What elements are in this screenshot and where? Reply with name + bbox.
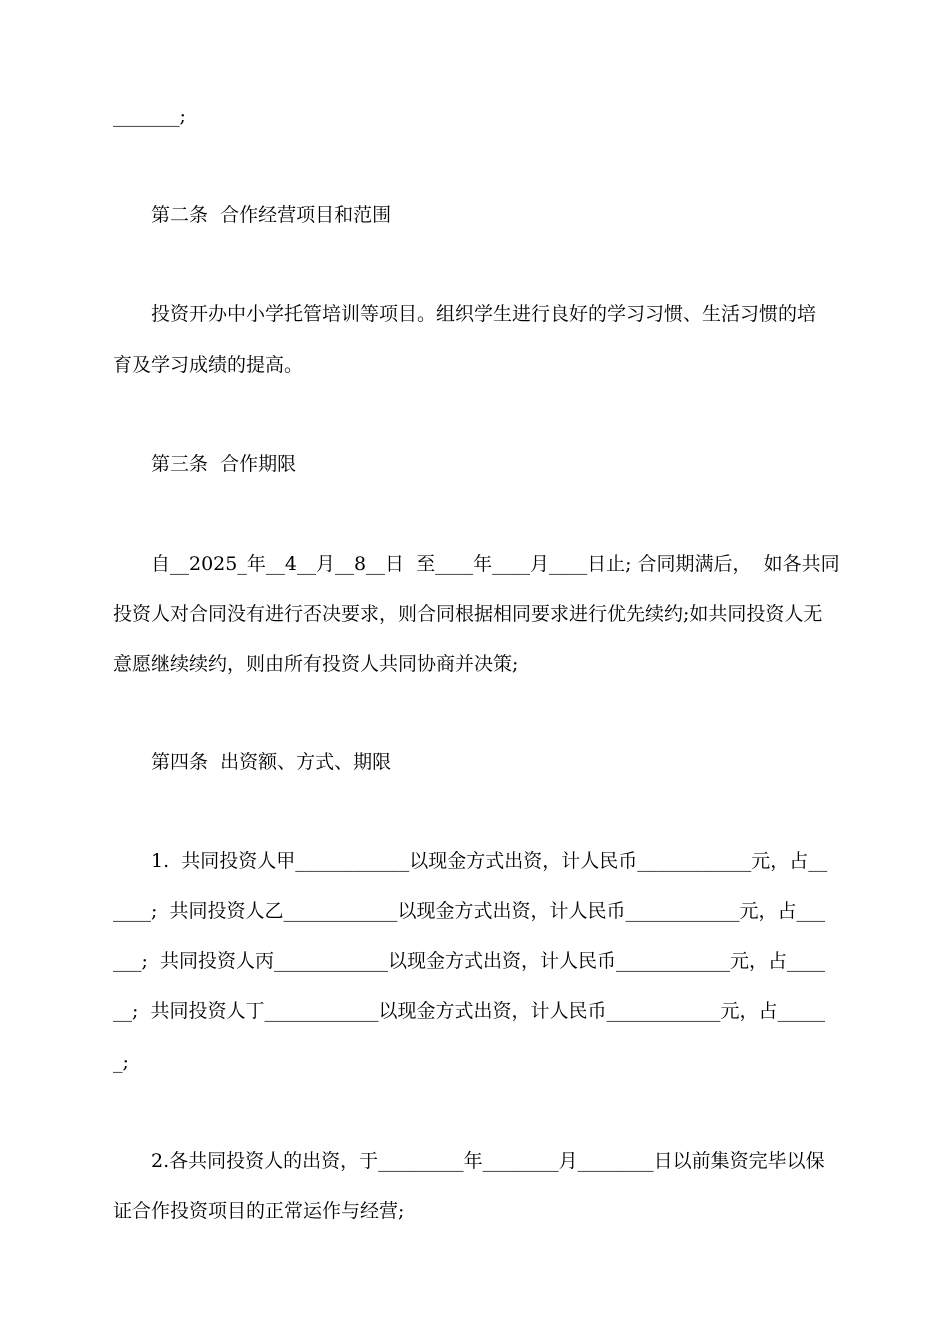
article-4-item-1-line-3: ___; 共同投资人丙____________以现金方式出资，计人民币____________元，占____ <box>113 950 825 972</box>
article-4-item-1-line-1: 1. 共同投资人甲____________以现金方式出资，计人民币____________元，占__ <box>151 850 828 872</box>
article-4-item-1-line-2: ____; 共同投资人乙____________以现金方式出资，计人民币____________元，占___ <box>113 900 825 922</box>
article-4-item-2-line-2: 证合作投资项目的正常运作与经营; <box>113 1200 405 1222</box>
article-2-body-line-2: 育及学习成绩的提高。 <box>113 354 304 376</box>
article-2-body-line-1: 投资开办中小学托管培训等项目。组织学生进行良好的学习习惯、生活习惯的培 <box>151 303 817 325</box>
article-3-body-line-2: 投资人对合同没有进行否决要求，则合同根据相同要求进行优先续约;如共同投资人无 <box>113 603 823 625</box>
blank-line-continuation: _______; <box>113 105 186 127</box>
article-4-heading: 第四条 出资额、方式、期限 <box>151 751 392 773</box>
article-4-item-1-line-5: _; <box>113 1051 129 1073</box>
article-3-heading: 第三条 合作期限 <box>151 453 297 475</box>
article-3-body-line-1: 自__2025_年__4__月__8__日 至____年____月____日止; 合同期满后， 如各共同 <box>151 553 840 575</box>
article-4-item-2-line-1: 2.各共同投资人的出资，于_________年________月________日以前集资完毕以保 <box>151 1150 825 1172</box>
article-3-body-line-3: 意愿继续续约，则由所有投资人共同协商并决策; <box>113 653 519 675</box>
article-2-heading: 第二条 合作经营项目和范围 <box>151 204 392 226</box>
article-4-item-1-line-4: __; 共同投资人丁____________以现金方式出资，计人民币____________元，占_____ <box>113 1000 825 1022</box>
